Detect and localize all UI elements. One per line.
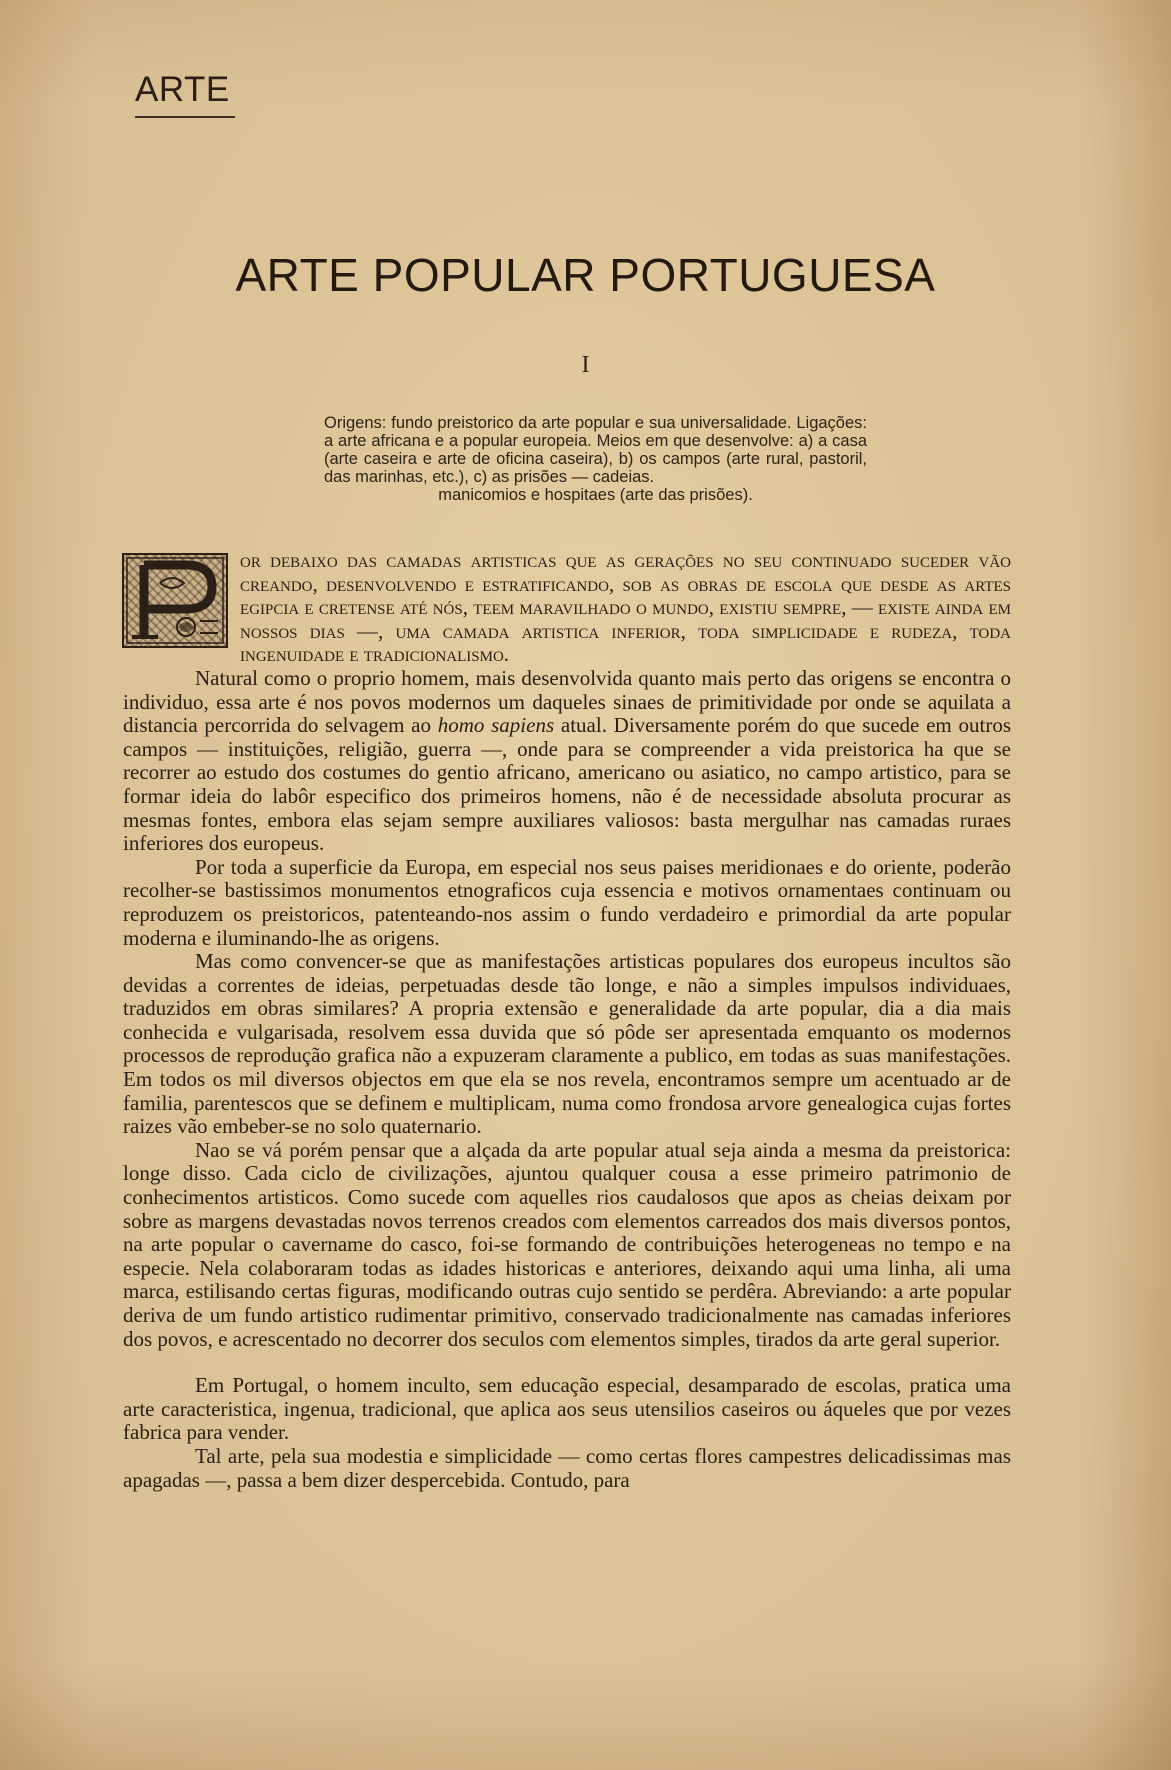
- paragraph-1-text: or debaixo das camadas artisticas que as gerações no seu continuado suceder vão creando, desenvolvendo e estratificando, sob as obras de escola que desde as artes egipcia e cretense até nós, teem maravilhado o mundo, existiu sempre, — existe ainda em nossos dias —, uma camada artistica inferior, toda simplicidade e rudeza, toda ingenuidade e tradicionalismo.: [240, 548, 1011, 667]
- section-number: I: [581, 352, 590, 378]
- summary-text: Origens: fundo preistorico da arte popular e sua universalidade. Ligações: a arte africana e a popular europeia. Meios em que desenvolve: a) a casa (arte caseira e arte de oficina caseira), b) os campos (arte rural, pastoril, das marinhas, etc.), c) as prisões — cadeias.: [324, 414, 867, 486]
- paragraph-5: Nao se vá porém pensar que a alçada da arte popular atual seja ainda a mesma da preistorica: longe disso. Cada ciclo de civilizações, ajuntou qualquer cousa a esse primeiro patrimonio de conhecimentos artisticos. Como sucede com aquelles rios caudalosos que apos as cheias deixam por sobre as margens devastadas novos terrenos creados com elementos carreados dos mais diversos pontos, na arte popular o cavername do casco, foi-se formando de contribuições heterogeneas no tempo e na especie. Nela colaboraram todas as idades historicas e anteriores, deixando aqui uma linha, ali uma marca, estilisando certas figuras, modificando outras cujo sentido se perdêra. Abreviando: a arte popular deriva de um fundo artistico rudimentar primitivo, conservado tradicionalmente nas camadas inferiores dos povos, e acrescentado no decorrer dos seculos com elementos simples, tirados da arte geral superior.: [123, 1137, 1011, 1351]
- running-head: ARTE: [135, 70, 235, 118]
- paragraph-2-part-a: Natural como o proprio homem, mais desenvolvida quanto mais perto das origens se encontra o individuo, essa arte é nos povos modernos um daqueles sinaes de primitividade por onde se aquilata a distancia percorrida do selvagem ao: [123, 665, 1011, 738]
- paragraph-2-part-b: atual. Diversamente porém do que sucede em outros campos — instituições, religião, guerra —, onde para se compreender a vida preistorica ha que se recorrer ao estudo dos costumes do gentio africano, americano ou asiatico, no campo artistico, para se formar ideia do labôr especifico dos primeiros homens, não é de necessidade absoluta procurar as mesmas fontes, embora elas sejam sempre auxiliares valiosos: basta mergulhar nas camadas ruraes inferiores dos europeus.: [123, 713, 1011, 856]
- paragraph-2-emphasis: homo sapiens: [437, 713, 555, 738]
- article-title: ARTE POPULAR PORTUGUESA: [235, 249, 936, 301]
- paragraph-3: Por toda a superficie da Europa, em especial nos seus paises meridionaes e do oriente, poderão recolher-se bastissimos monumentos etnograficos cuja essencia e motivos ornamentaes continuam ou reproduzem os preistoricos, patenteando-nos assim o fundo verdadeiro e primordial da arte popular moderna e iluminando-lhe as origens.: [123, 854, 1011, 950]
- paragraph-1: [123, 549, 1011, 667]
- paragraph-7: Tal arte, pela sua modestia e simplicidade — como certas flores campestres delicadissimas mas apagadas —, passa a bem dizer despercebida. Contudo, para: [123, 1443, 1011, 1492]
- article-body: [123, 549, 1011, 1492]
- ornamental-drop-cap: [122, 553, 228, 648]
- paragraph-4: Mas como convencer-se que as manifestações artisticas populares dos europeus incultos são devidas a correntes de ideias, perpetuadas desde tão longe, e não a simples impulsos individuaes, traduzidos em obras similares? A propria extensão e generalidade da arte popular, dia a dia mais conhecida e vulgarisada, resolvem essa duvida que só pôde ser apresentada emquanto os modernos processos de reprodução grafica não a expuzeram claramente a publico, em todas as suas manifestações. Em todos os mil diversos objectos em que ela se nos revela, encontramos sempre um acentuado ar de familia, parentescos que se definem e multiplicam, numa como frondosa arvore genealogica cujas fortes raizes vão embeber-se no solo quaternario.: [123, 949, 1011, 1139]
- paragraph-6: Em Portugal, o homem inculto, sem educação especial, desamparado de escolas, pratica uma arte caracteristica, ingenua, tradicional, que aplica aos seus utensilios caseiros ou áqueles que por vezes fabrica para vender.: [123, 1373, 1011, 1445]
- chapter-summary: [324, 414, 867, 504]
- drop-cap-ornament-icon: [124, 555, 226, 646]
- summary-last-line: manicomios e hospitaes (arte das prisões).: [438, 486, 753, 504]
- paragraph-2: [123, 667, 1011, 856]
